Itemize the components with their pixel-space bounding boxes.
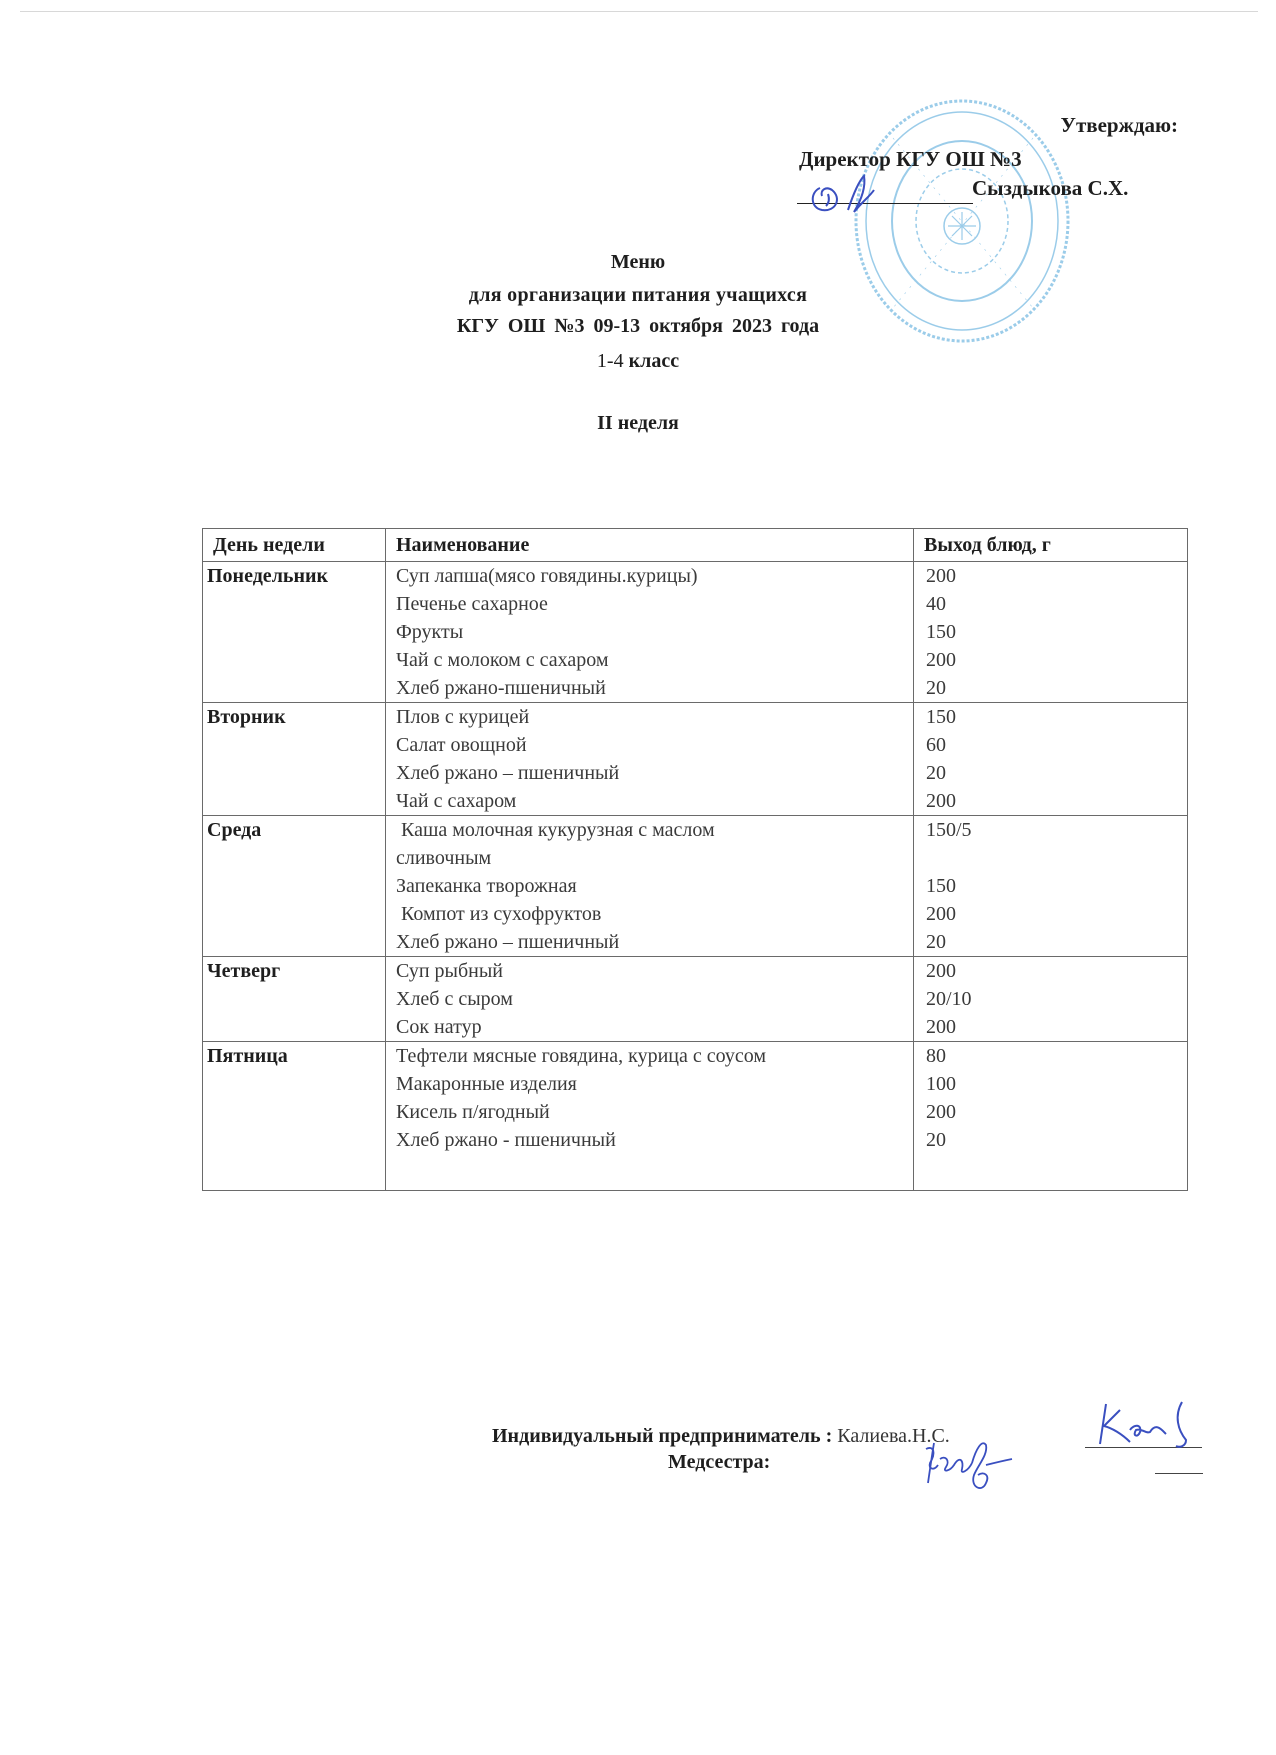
yield-value: 60 bbox=[926, 734, 946, 756]
yield-value: 150 bbox=[926, 875, 956, 897]
dish-item: Хлеб ржано-пшеничный bbox=[396, 677, 606, 699]
director-signature-icon bbox=[808, 170, 888, 215]
document-title: Меню bbox=[610, 251, 666, 273]
document-grade bbox=[0, 350, 1276, 373]
dish-item: Чай с молоком с сахаром bbox=[396, 649, 609, 671]
dish-item: Каша молочная кукурузная с маслом bbox=[396, 819, 715, 841]
yield-value: 20 bbox=[926, 1129, 946, 1151]
day-cell: Пятница bbox=[203, 1042, 386, 1191]
dish-cell bbox=[386, 1042, 914, 1191]
header-day: День недели bbox=[203, 529, 386, 562]
grade-range: 1-4 bbox=[596, 350, 624, 372]
table-row-wednesday bbox=[203, 816, 1188, 957]
dish-item: Хлеб ржано – пшеничный bbox=[396, 762, 620, 784]
yield-cell bbox=[914, 957, 1188, 1042]
dish-item: Салат овощной bbox=[396, 734, 527, 756]
day-cell: Четверг bbox=[203, 957, 386, 1042]
dish-item: Сок натур bbox=[396, 1016, 482, 1038]
nurse-label: Медсестра: bbox=[668, 1451, 771, 1473]
dish-item: Суп лапша(мясо говядины.курицы) bbox=[396, 565, 698, 587]
yield-value: 200 bbox=[926, 649, 956, 671]
dish-item-continuation: сливочным bbox=[396, 847, 492, 869]
entrepreneur-line bbox=[492, 1425, 950, 1448]
dish-item: Печенье сахарное bbox=[396, 593, 548, 615]
yield-value: 150 bbox=[926, 706, 956, 728]
table-row-monday bbox=[203, 562, 1188, 703]
day-cell: Среда bbox=[203, 816, 386, 957]
dish-item: Чай с сахаром bbox=[396, 790, 517, 812]
dish-item: Кисель п/ягодный bbox=[396, 1101, 550, 1123]
nurse-signature-line bbox=[1155, 1473, 1203, 1474]
scan-edge bbox=[20, 11, 1258, 12]
approval-heading: Утверждаю: bbox=[1060, 113, 1178, 137]
yield-value: 200 bbox=[926, 903, 956, 925]
yield-value: 20 bbox=[926, 677, 946, 699]
dish-cell bbox=[386, 562, 914, 703]
document-period: КГУ ОШ №3 09-13 октября 2023 года bbox=[456, 315, 820, 337]
dish-item: Фрукты bbox=[396, 621, 464, 643]
yield-cell bbox=[914, 816, 1188, 957]
menu-table bbox=[202, 528, 1188, 1191]
approval-name: Сыздыкова С.Х. bbox=[972, 176, 1129, 200]
dish-item: Запеканка творожная bbox=[396, 875, 577, 897]
table-row-friday bbox=[203, 1042, 1188, 1191]
header-yield: Выход блюд, г bbox=[914, 529, 1188, 562]
yield-value: 20 bbox=[926, 931, 946, 953]
approval-position: Директор КГУ ОШ №3 bbox=[799, 147, 1022, 171]
day-cell: Понедельник bbox=[203, 562, 386, 703]
yield-cell bbox=[914, 1042, 1188, 1191]
yield-value: 200 bbox=[926, 565, 956, 587]
table-header-row bbox=[203, 529, 1188, 562]
dish-item: Компот из сухофруктов bbox=[396, 903, 602, 925]
dish-item: Плов с курицей bbox=[396, 706, 530, 728]
yield-value: 200 bbox=[926, 960, 956, 982]
yield-value: 40 bbox=[926, 593, 946, 615]
yield-value: 200 bbox=[926, 1016, 956, 1038]
yield-value: 150 bbox=[926, 621, 956, 643]
dish-item: Тефтели мясные говядина, курица с соусом bbox=[396, 1045, 766, 1067]
table-body bbox=[203, 562, 1188, 1191]
yield-value: 20 bbox=[926, 762, 946, 784]
yield-value: 100 bbox=[926, 1073, 956, 1095]
nurse-signature-icon bbox=[920, 1435, 1030, 1495]
dish-item: Хлеб с сыром bbox=[396, 988, 513, 1010]
entrepreneur-signature-icon bbox=[1090, 1400, 1200, 1450]
yield-cell bbox=[914, 562, 1188, 703]
grade-word: класс bbox=[628, 350, 680, 372]
dish-cell bbox=[386, 957, 914, 1042]
document-week: II неделя bbox=[597, 412, 679, 434]
table-row-tuesday bbox=[203, 703, 1188, 816]
dish-item: Макаронные изделия bbox=[396, 1073, 577, 1095]
dish-cell bbox=[386, 816, 914, 957]
header-dish: Наименование bbox=[386, 529, 914, 562]
yield-cell bbox=[914, 703, 1188, 816]
yield-value-empty bbox=[926, 844, 1187, 872]
yield-value: 200 bbox=[926, 1101, 956, 1123]
dish-item: Суп рыбный bbox=[396, 960, 504, 982]
official-stamp-icon bbox=[853, 98, 1071, 344]
entrepreneur-label: Индивидуальный предприниматель : bbox=[492, 1425, 833, 1447]
dish-item: Хлеб ржано - пшеничный bbox=[396, 1129, 616, 1151]
yield-value: 200 bbox=[926, 790, 956, 812]
yield-value: 80 bbox=[926, 1045, 946, 1067]
yield-value: 20/10 bbox=[926, 988, 972, 1010]
dish-cell bbox=[386, 703, 914, 816]
document-subtitle: для организации питания учащихся bbox=[468, 284, 808, 306]
table-row-thursday bbox=[203, 957, 1188, 1042]
dish-item: Хлеб ржано – пшеничный bbox=[396, 931, 620, 953]
yield-value: 150/5 bbox=[926, 819, 972, 841]
nurse-line bbox=[668, 1451, 770, 1474]
entrepreneur-name: Калиева.Н.С. bbox=[837, 1425, 950, 1447]
day-cell: Вторник bbox=[203, 703, 386, 816]
